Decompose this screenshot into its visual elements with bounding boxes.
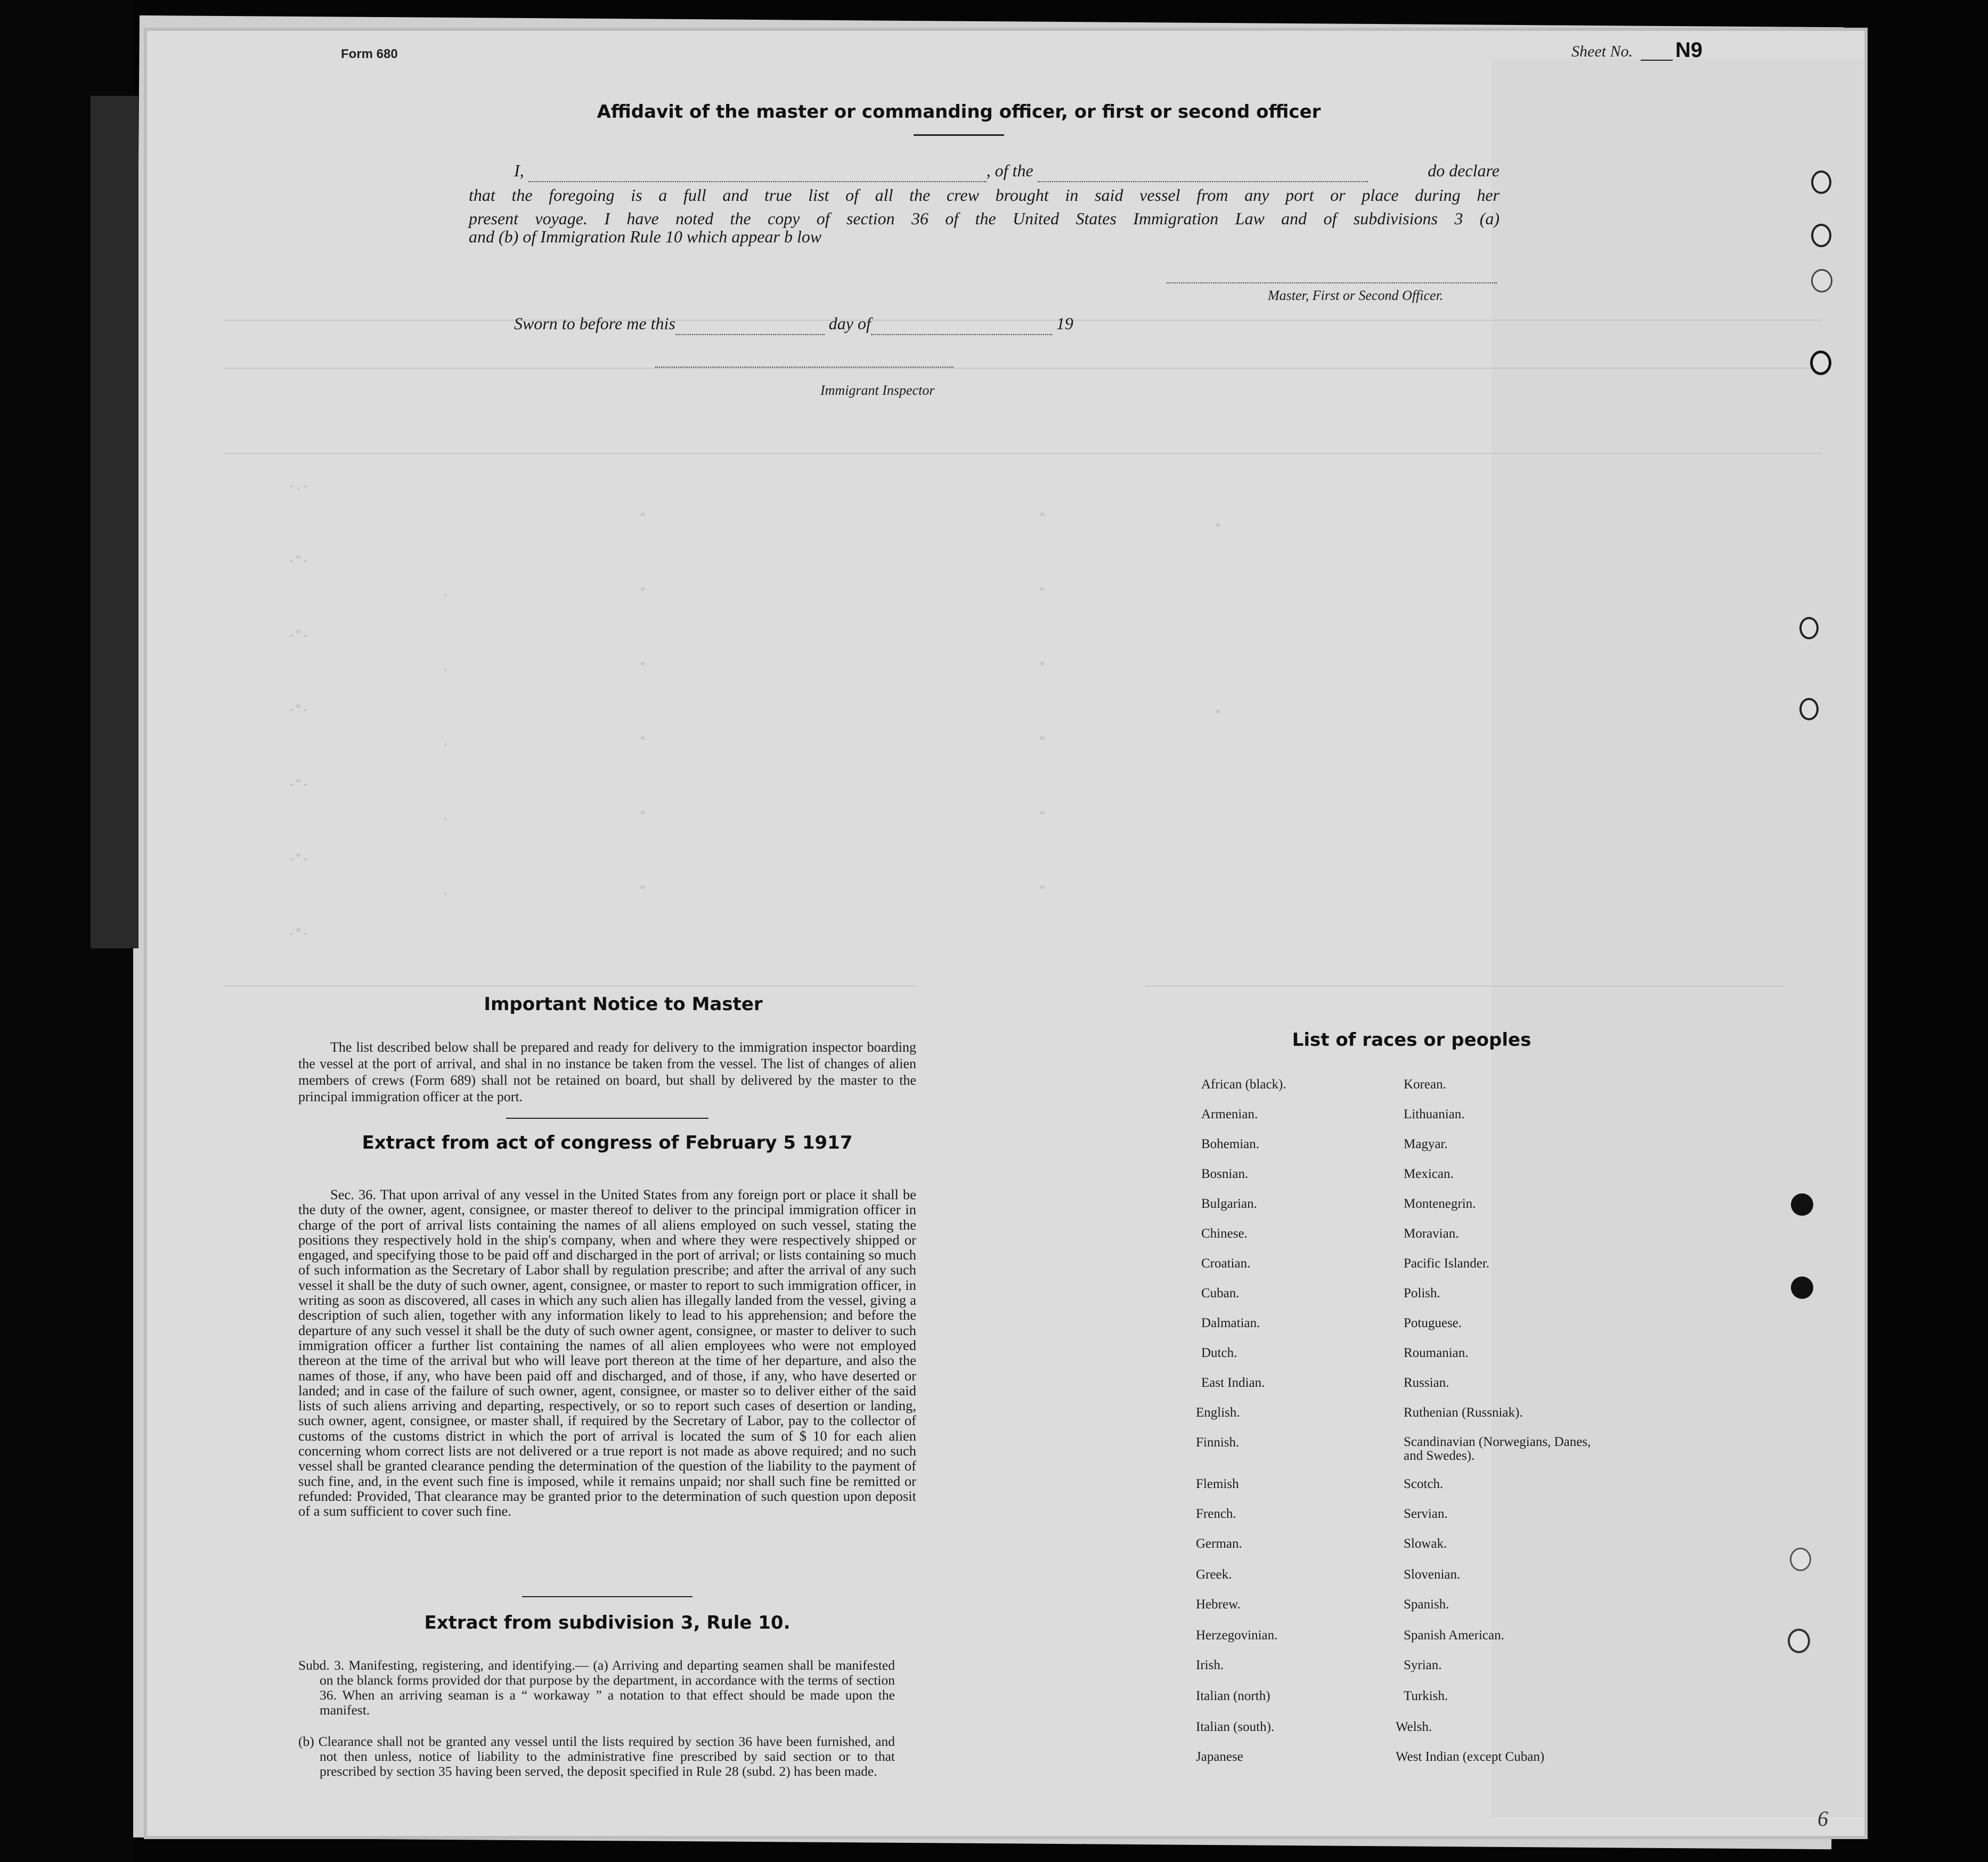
sheet-number-label: Sheet No.	[1571, 43, 1633, 60]
race-item: Welsh.	[1396, 1720, 1432, 1734]
race-item: Greek.	[1196, 1567, 1232, 1582]
section-36-text: Sec. 36. That upon arrival of any vessel in the United States from any foreign port or place it shall be the duty of the owner, agent, consignee, or master thereof to deliver to the principal immigration officer in charge of the port of arrival lists containing the names of all aliens employed on such vessel, stating the positions they respectively hold in the ship's company, when and where they were respectively shipped or engaged, and specifying those to be paid off and discharged in the port of arrival; or lists containing so much of such information as the Secretary of Labor shall by regulation prescribe; and after the arrival of any such vessel it shall be the duty of such owner, agent, consignee, or master to report to such immigration officer, in writing as soon as discovered, all cases in which any such alien has illegally landed from the vessel, giving a description of such alien, together with any information likely to lead to his apprehension; and before the departure of any such vessel it shall be the duty of such owner agent, consignee, or master to deliver to such immigration officer a further list containing the names of all alien employees who were not employed thereon at the time of the arrival but who will leave port thereon at the time of her departure, and also the names of those, if any, who have been paid off and discharged, and of those, if any, who have deserted or landed; and in case of the failure of such owner, agent, consignee, or master so to deliver either of the said lists of such aliens arriving and departing, respectively, or so to report such cases of desertion or landing, such owner, agent, consignee, or master shall, if required by the Secretary of Labor, pay to the collector of customs of the customs district in which the port of arrival is located the sum of $ 10 for each alien concerning whom correct lists are not delivered or a true report is not made as above required; and no such vessel shall be granted clearance pending the determination of the question of the liability to the payment of such fine, and, in the event such fine is imposed, while it remains unpaid; nor shall such fine be remitted or refunded: Provided, That clearance may be granted prior to the determination of such question upon deposit of a sum sufficient to cover such fine.	[298, 1186, 916, 1519]
corner-page-mark: 6	[1818, 1807, 1828, 1831]
race-item: Chinese.	[1201, 1226, 1248, 1241]
race-item: German.	[1196, 1536, 1242, 1551]
race-item: Italian (north)	[1196, 1689, 1270, 1703]
punch-hole	[1810, 351, 1831, 375]
race-item: Polish.	[1404, 1286, 1440, 1300]
rule-extract-title: Extract from subdivision 3, Rule 10.	[424, 1612, 791, 1633]
punch-hole	[1788, 1629, 1810, 1653]
race-item: Moravian.	[1404, 1226, 1459, 1241]
race-item: Slovenian.	[1404, 1567, 1461, 1582]
race-item: Spanish.	[1404, 1597, 1449, 1612]
race-item: Dutch.	[1201, 1346, 1237, 1360]
inspector-signature-blank[interactable]	[655, 356, 954, 368]
race-item: Syrian.	[1404, 1658, 1442, 1672]
race-item: Scotch.	[1404, 1477, 1444, 1491]
race-item: Potuguese.	[1404, 1316, 1462, 1330]
master-signature-blank[interactable]	[1167, 266, 1497, 283]
race-item: Magyar.	[1404, 1137, 1448, 1151]
sheet-number-value: N9	[1675, 38, 1703, 62]
race-item: Turkish.	[1404, 1689, 1448, 1703]
race-item: Bulgarian.	[1201, 1197, 1257, 1211]
affidavit-line-4: and (b) of Immigration Rule 10 which appear b low	[469, 227, 822, 246]
race-item: Herzegovinian.	[1196, 1628, 1278, 1643]
race-item: Hebrew.	[1196, 1597, 1241, 1612]
race-item: Bosnian.	[1201, 1167, 1249, 1181]
inspector-signature-label: Immigrant Inspector	[820, 383, 935, 398]
race-item: Finnish.	[1196, 1435, 1240, 1450]
affidavit-declare: do declare	[1428, 161, 1500, 180]
race-item: African (black).	[1201, 1077, 1286, 1092]
punch-hole	[1799, 617, 1819, 639]
race-item: Mexican.	[1404, 1167, 1454, 1181]
race-item: Korean.	[1404, 1077, 1446, 1092]
race-item: Cuban.	[1201, 1286, 1240, 1300]
race-item: Croatian.	[1201, 1256, 1251, 1271]
punch-hole	[1790, 1548, 1811, 1571]
act-extract-title: Extract from act of congress of February 5 1917	[362, 1132, 853, 1153]
race-item: Japanese	[1196, 1750, 1243, 1764]
master-signature-label: Master, First or Second Officer.	[1268, 288, 1444, 303]
punch-hole	[1811, 269, 1832, 292]
affidavit-line-2: that the foregoing is a full and true list of all the crew brought in said vessel from any port or place during her	[469, 185, 1500, 205]
race-item: Lithuanian.	[1404, 1107, 1465, 1121]
race-item: Montenegrin.	[1404, 1197, 1476, 1211]
race-item: Ruthenian (Russniak).	[1404, 1405, 1523, 1420]
race-item: Servian.	[1404, 1507, 1448, 1521]
vessel-blank[interactable]	[1038, 181, 1368, 182]
race-item: French.	[1196, 1507, 1236, 1521]
name-blank[interactable]	[528, 181, 987, 182]
race-item: Irish.	[1196, 1658, 1224, 1672]
affidavit-line-3: present voyage. I have noted the copy of section 36 of the United States Immigration Law and of subdivisions 3 (a)	[469, 209, 1500, 228]
sworn-year: 19	[1056, 314, 1073, 333]
subdivision-3a-text: Subd. 3. Manifesting, registering, and identifying.— (a) Arriving and departing seamen shall be manifested on the blanck forms provided dor that purpose by the department, in accordance with the terms of section 36. When an arriving seaman is a “ workaway ” a notation to that effect should be made upon the manifest.	[298, 1657, 895, 1718]
sworn-start: Sworn to before me this	[514, 314, 675, 333]
race-item: Flemish	[1196, 1477, 1239, 1491]
race-item: Bohemian.	[1201, 1137, 1260, 1151]
sworn-line	[514, 312, 1207, 335]
subdivision-3b-text: (b) Clearance shall not be granted any vessel until the lists required by section 36 have been furnished, and not then unless, notice of liability to the administrative fine prescribed by said section or to that prescribed by section 35 having been served, the deposit specified in Rule 28 (subd. 2) has been made.	[298, 1734, 895, 1779]
race-item: Slowak.	[1404, 1536, 1447, 1551]
sworn-day-blank[interactable]	[675, 334, 825, 335]
punch-hole	[1811, 170, 1831, 194]
race-item: West Indian (except Cuban)	[1396, 1750, 1545, 1764]
form-number: Form 680	[341, 47, 398, 61]
punch-hole	[1791, 1276, 1813, 1299]
affidavit-of-the: , of the	[986, 161, 1033, 180]
left-edge-paper	[91, 96, 138, 948]
punch-hole	[1811, 224, 1831, 247]
race-item: Pacific Islander.	[1404, 1256, 1490, 1271]
sworn-month-blank[interactable]	[871, 334, 1052, 335]
race-item: Armenian.	[1201, 1107, 1258, 1121]
affidavit-title: Affidavit of the master or commanding officer, or first or second officer	[597, 101, 1321, 123]
race-item: Italian (south).	[1196, 1720, 1275, 1734]
punch-hole	[1791, 1193, 1813, 1216]
race-item: Roumanian.	[1404, 1346, 1469, 1360]
race-item: Russian.	[1404, 1376, 1449, 1390]
sworn-day-of: day of	[828, 314, 871, 333]
race-item: East Indian.	[1201, 1376, 1265, 1390]
race-item: Scandinavian (Norwegians, Danes, and Swedes).	[1404, 1435, 1591, 1463]
race-item: English.	[1196, 1405, 1240, 1420]
race-item: Dalmatian.	[1201, 1316, 1260, 1330]
affidavit-line-1	[514, 159, 1500, 182]
race-item: Spanish American.	[1404, 1628, 1504, 1643]
races-title: List of races or peoples	[1292, 1029, 1531, 1051]
punch-hole	[1799, 698, 1819, 720]
notice-title: Important Notice to Master	[484, 994, 763, 1015]
notice-body: The list described below shall be prepared and ready for delivery to the immigration inspector boarding the vessel at the port of arrival, and shal in no instance be taken from the vessel. The list of changes of alien members of crews (Form 689) shall not be retained on board, but shall by delivered by the master to the principal immigration officer at the port.	[298, 1039, 916, 1104]
affidavit-line-1-start: I,	[514, 161, 524, 180]
